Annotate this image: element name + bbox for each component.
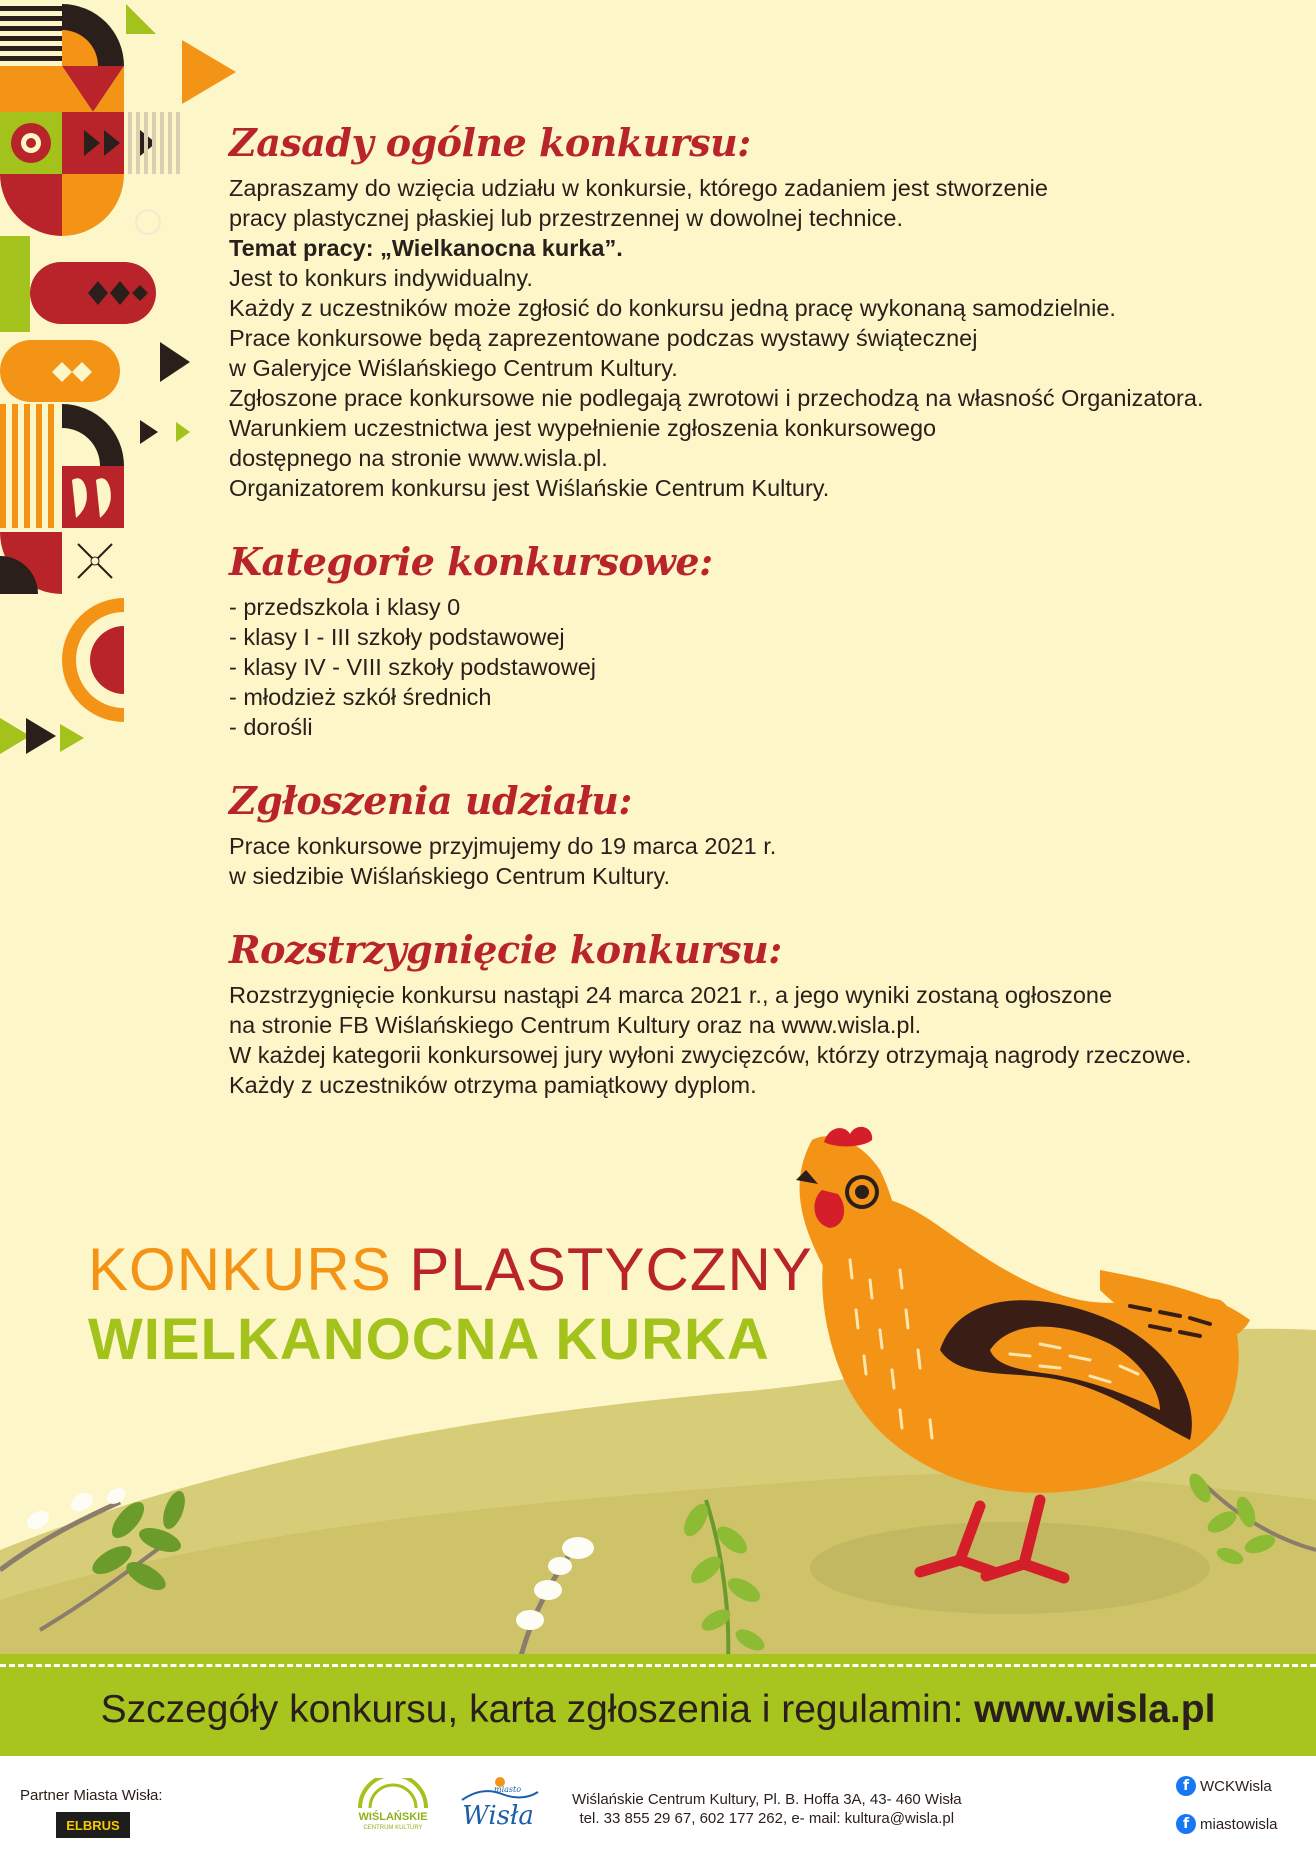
info-band-label: Szczegóły konkursu, karta zgłoszenia i regulamin: <box>100 1688 975 1731</box>
section-title: Zasady ogólne konkursu: <box>229 120 751 165</box>
section-body <box>229 980 1289 1100</box>
text-line: w siedzibie Wiślańskiego Centrum Kultury. <box>229 863 671 889</box>
headline-line-1 <box>88 1235 813 1305</box>
contact-line: tel. 33 855 29 67, 602 177 262, e- mail: kultura@wisla.pl <box>579 1810 955 1827</box>
list-item: - klasy IV - VIII szkoły podstawowej <box>229 654 596 680</box>
section-title: Zgłoszenia udziału: <box>229 778 632 823</box>
wck-logo-subtitle: CENTRUM KULTURY <box>363 1825 423 1831</box>
section-results <box>229 927 1289 1100</box>
wck-logo <box>352 1778 434 1832</box>
text-line: Każdy z uczestników może zgłosić do konkursu jedną pracę wykonaną samodzielnie. <box>229 295 1116 321</box>
address-line: Wiślańskie Centrum Kultury, Pl. B. Hoffa 3A, 43- 460 Wisła <box>572 1791 962 1808</box>
section-title: Kategorie konkursowe: <box>229 539 713 584</box>
wisla-logo-name: Wisła <box>462 1801 534 1831</box>
category-list <box>229 592 1289 742</box>
partner-label: Partner Miasta Wisła: <box>20 1787 163 1804</box>
section-categories <box>229 539 1289 742</box>
facebook-icon: f <box>1176 1814 1196 1834</box>
headline-word-plastyczny: PLASTYCZNY <box>409 1236 813 1303</box>
text-line: pracy plastycznej płaskiej lub przestrzennej w dowolnej technice. <box>229 205 904 231</box>
section-applications <box>229 778 1289 891</box>
text-line: Zapraszamy do wzięcia udziału w konkursie, którego zadaniem jest stworzenie <box>229 175 1048 201</box>
theme-line: Temat pracy: „Wielkanocna kurka”. <box>229 235 623 261</box>
headline <box>88 1235 813 1375</box>
text-line: Rozstrzygnięcie konkursu nastąpi 24 marca 2021 r., a jego wyniki zostaną ogłoszone <box>229 982 1113 1008</box>
text-line: Jest to konkurs indywidualny. <box>229 265 533 291</box>
section-body <box>229 173 1289 503</box>
info-band-text <box>0 1688 1316 1732</box>
text-line: W każdej kategorii konkursowej jury wyłoni zwycięzców, którzy otrzymają nagrody rzeczowe. <box>229 1042 1192 1068</box>
address <box>572 1790 962 1828</box>
wisla-logo-small: miasto <box>494 1785 522 1794</box>
text-line: Każdy z uczestników otrzyma pamiątkowy dyplom. <box>229 1072 757 1098</box>
text-line: dostępnego na stronie www.wisla.pl. <box>229 445 608 471</box>
section-title: Rozstrzygnięcie konkursu: <box>229 927 782 972</box>
list-item: - przedszkola i klasy 0 <box>229 594 461 620</box>
elbrus-logo <box>56 1812 130 1838</box>
info-band-url[interactable]: www.wisla.pl <box>974 1688 1216 1731</box>
section-general-rules <box>229 120 1289 503</box>
social-handle: WCKWisla <box>1200 1777 1272 1795</box>
list-item: - dorośli <box>229 714 313 740</box>
social-link-miastowisla[interactable] <box>1176 1814 1278 1834</box>
dashed-divider <box>0 1664 1316 1667</box>
rules-content <box>229 120 1289 1136</box>
headline-line-2: WIELKANOCNA KURKA <box>88 1307 770 1372</box>
social-handle: miastowisla <box>1200 1815 1278 1833</box>
text-line: Prace konkursowe będą zaprezentowane podczas wystawy świątecznej <box>229 325 978 351</box>
section-body <box>229 831 1289 891</box>
list-item: - klasy I - III szkoły podstawowej <box>229 624 565 650</box>
wck-logo-name: WIŚLAŃSKIE <box>358 1811 428 1823</box>
social-link-wckwisla[interactable] <box>1176 1776 1272 1796</box>
text-line: w Galeryjce Wiślańskiego Centrum Kultury. <box>229 355 678 381</box>
wisla-logo <box>452 1770 542 1832</box>
text-line: Prace konkursowe przyjmujemy do 19 marca 2021 r. <box>229 833 777 859</box>
list-item: - młodzież szkół średnich <box>229 684 492 710</box>
facebook-icon: f <box>1176 1776 1196 1796</box>
text-line: Zgłoszone prace konkursowe nie podlegają zwrotowi i przechodzą na własność Organizatora. <box>229 385 1204 411</box>
text-line: Warunkiem uczestnictwa jest wypełnienie zgłoszenia konkursowego <box>229 415 937 441</box>
headline-word-konkurs: KONKURS <box>88 1236 392 1303</box>
text-line: Organizatorem konkursu jest Wiślańskie Centrum Kultury. <box>229 475 830 501</box>
folk-pattern-decoration <box>0 0 240 780</box>
text-line: na stronie FB Wiślańskiego Centrum Kultury oraz na www.wisla.pl. <box>229 1012 922 1038</box>
hen-landscape-illustration <box>0 1120 1316 1660</box>
elbrus-logo-text: ELBRUS <box>66 1817 120 1833</box>
